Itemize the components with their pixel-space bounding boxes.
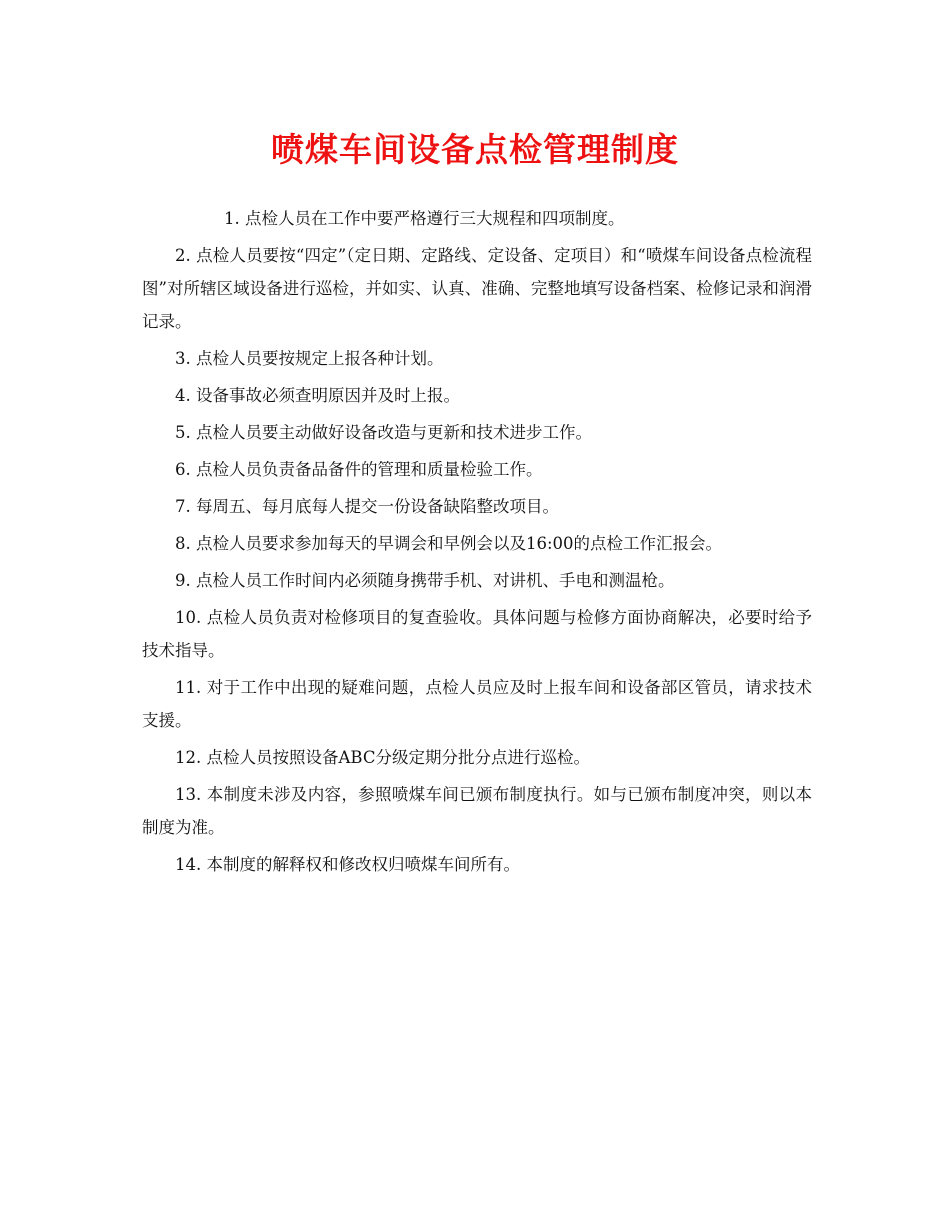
- rule-paragraph-11: 11. 对于工作中出现的疑难问题，点检人员应及时上报车间和设备部区管员，请求技术支援。: [142, 678, 812, 730]
- rule-paragraph-3: 3. 点检人员要按规定上报各种计划。: [175, 349, 444, 368]
- rule-paragraph-7: 7. 每周五、每月底每人提交一份设备缺陷整改项目。: [175, 497, 559, 516]
- rule-paragraph-13: 13. 本制度未涉及内容，参照喷煤车间已颁布制度执行。如与已颁布制度冲突，则以本制度为准。: [142, 785, 812, 837]
- rule-paragraph-1: 1. 点检人员在工作中要严格遵行三大规程和四项制度。: [224, 209, 625, 228]
- rule-paragraph-10: 10. 点检人员负责对检修项目的复查验收。具体问题与检修方面协商解决，必要时给予技术指导。: [142, 608, 812, 660]
- rule-paragraph-8: 8. 点检人员要求参加每天的早调会和早例会以及16:00的点检工作汇报会。: [175, 534, 723, 553]
- rule-paragraph-6: 6. 点检人员负责备品备件的管理和质量检验工作。: [175, 460, 543, 479]
- rule-paragraph-12: 12. 点检人员按照设备ABC分级定期分批分点进行巡检。: [175, 748, 590, 767]
- rule-paragraph-9: 9. 点检人员工作时间内必须随身携带手机、对讲机、手电和测温枪。: [175, 571, 675, 590]
- rule-paragraph-14: 14. 本制度的解释权和修改权归喷煤车间所有。: [175, 855, 520, 874]
- document-title: 喷煤车间设备点检管理制度: [271, 130, 679, 169]
- rule-paragraph-4: 4. 设备事故必须查明原因并及时上报。: [175, 386, 460, 405]
- document-body: [142, 202, 812, 885]
- rule-paragraph-2: 2. 点检人员要按“四定”（定日期、定路线、定设备、定项目）和“喷煤车间设备点检流程图”对所辖区域设备进行巡检，并如实、认真、准确、完整地填写设备档案、检修记录和润滑记录。: [142, 246, 812, 331]
- rule-paragraph-5: 5. 点检人员要主动做好设备改造与更新和技术进步工作。: [175, 423, 592, 442]
